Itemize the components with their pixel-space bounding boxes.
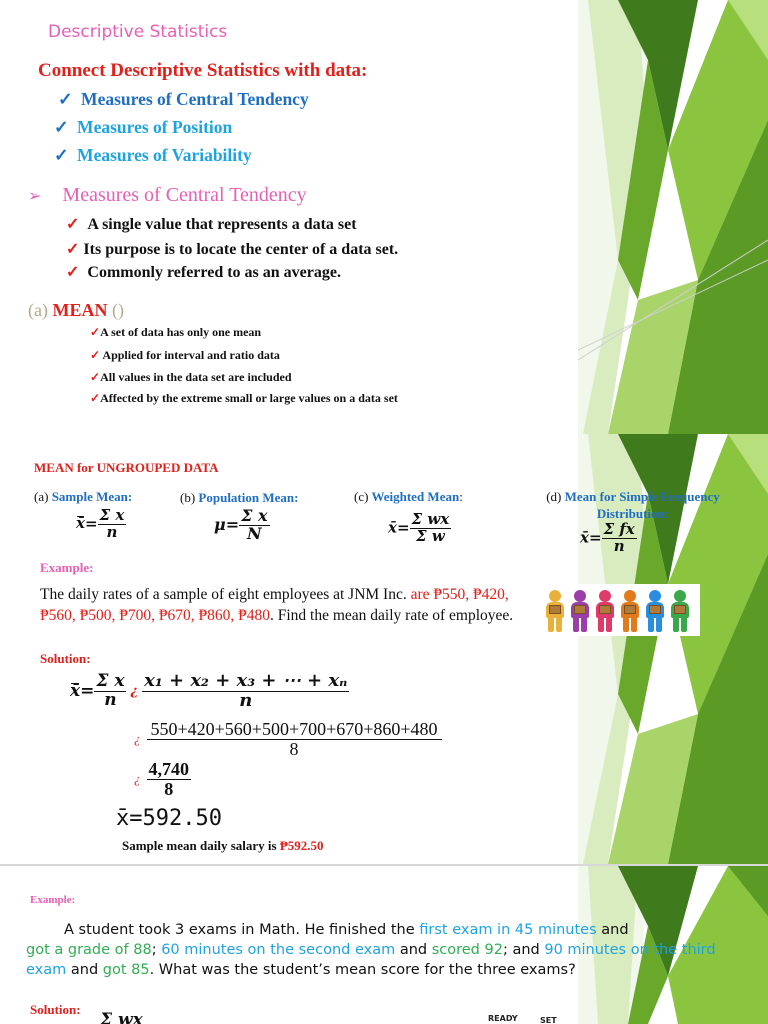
slide-mean-ungrouped (0, 434, 768, 864)
solution-label: Solution: (30, 1002, 81, 1017)
checklist-item: ✓ Measures of Position (54, 117, 233, 137)
mean-type-sample: (a) Sample Mean: (34, 489, 133, 504)
section-point: ✓ Its purpose is to locate the center of a data set. (66, 241, 399, 258)
solution-step-2: ¿ $\frac{550+420+560+500+700+670+860+480}{8}$ (134, 720, 442, 759)
frequency-mean-formula: x̄= $\frac{\text{Σ fx}}{n}$ (580, 520, 635, 555)
example-problem: A student took 3 exams in Math. He finished the first exam in 45 minutes and got a grade of 88; 60 minutes on the second exam and scored 92; and 90 minutes on the third exam and got 85. What was the student’s mean score for the three exams? (26, 922, 716, 978)
checklist-item: ✓ Measures of Central Tendency (58, 89, 309, 109)
section-point: ✓ A single value that represents a data set (66, 216, 357, 233)
weighted-formula-partial: Σ wx (100, 1010, 143, 1024)
mean-point: ✓Affected by the extreme small or large values on a data set (90, 391, 398, 405)
arrow-bullet-icon: ➢ (28, 188, 42, 205)
ready-label: READY (488, 1014, 518, 1023)
check-icon: ✓ (58, 89, 73, 109)
slide-header: Descriptive Statistics (48, 22, 228, 42)
employee-figure-icon (569, 590, 591, 632)
check-icon: ✓ (66, 216, 80, 233)
check-icon: ✓ (66, 264, 80, 281)
solution-step-3: ¿ $\frac{4,740}{8}$ (134, 759, 189, 799)
check-icon: ✓ (90, 325, 101, 339)
check-icon: ✓ (90, 348, 101, 362)
check-icon: ✓ (90, 370, 101, 384)
checklist-item: ✓ Measures of Variability (54, 145, 252, 165)
employee-figure-icon (594, 590, 616, 632)
slide-weighted-example (0, 866, 768, 1024)
employees-illustration (540, 584, 700, 636)
population-mean-formula: μ= $\frac{\text{Σ x}}{N}$ (214, 506, 268, 543)
solution-result: x̄=592.50 (116, 806, 222, 831)
weighted-mean-formula: x̄= $\frac{\text{Σ wx}}{\text{Σ w}}$ (388, 510, 450, 545)
sample-mean-formula: x̄= $\frac{\text{Σ x}}{n}$ (76, 506, 125, 541)
solution-conclusion: Sample mean daily salary is ₱592.50 (122, 838, 324, 853)
employee-figure-icon (644, 590, 666, 632)
check-icon: ✓ (66, 241, 80, 258)
green-ribbon-decoration (578, 0, 768, 434)
slide-central-tendency (0, 0, 768, 434)
check-icon: ✓ (54, 145, 69, 165)
employee-figure-icon (669, 590, 691, 632)
section-heading: ➢ Measures of Central Tendency (28, 184, 307, 206)
connect-title: Connect Descriptive Statistics with data: (38, 60, 368, 81)
section-point: ✓ Commonly referred to as an average. (66, 264, 341, 281)
example-label: Example: (30, 894, 76, 906)
solution-label: Solution: (40, 651, 91, 666)
mean-type-weighted: (c) Weighted Mean: (354, 489, 463, 504)
mean-type-frequency: (d) Mean for Simple Frequency Distribution: (546, 489, 720, 521)
problem-statement: The daily rates of a sample of eight employees at JNM Inc. are ₱550, ₱420, ₱560, ₱500, ₱700, ₱670, ₱860, ₱480. Find the mean daily rate of employee. (40, 586, 514, 624)
employee-figure-icon (619, 590, 641, 632)
mean-point: ✓ Applied for interval and ratio data (90, 348, 280, 362)
solution-step-1: x̄ = $\frac{\text{Σ x}}{n}$ ¿ $\frac{\text{x₁ + x₂ + x₃ + ⋯ + xₙ}}{n}$ (70, 670, 348, 711)
slide-title: MEAN for UNGROUPED DATA (34, 460, 219, 475)
employee-figure-icon (544, 590, 566, 632)
mean-heading: (a) MEAN () (28, 300, 124, 320)
mean-point: ✓A set of data has only one mean (90, 325, 262, 339)
mean-type-population: (b) Population Mean: (180, 490, 299, 505)
check-icon: ✓ (90, 391, 101, 405)
mean-point: ✓All values in the data set are included (90, 370, 292, 384)
check-icon: ✓ (54, 117, 69, 137)
set-label: SET (540, 1016, 557, 1024)
example-label: Example: (40, 560, 94, 575)
